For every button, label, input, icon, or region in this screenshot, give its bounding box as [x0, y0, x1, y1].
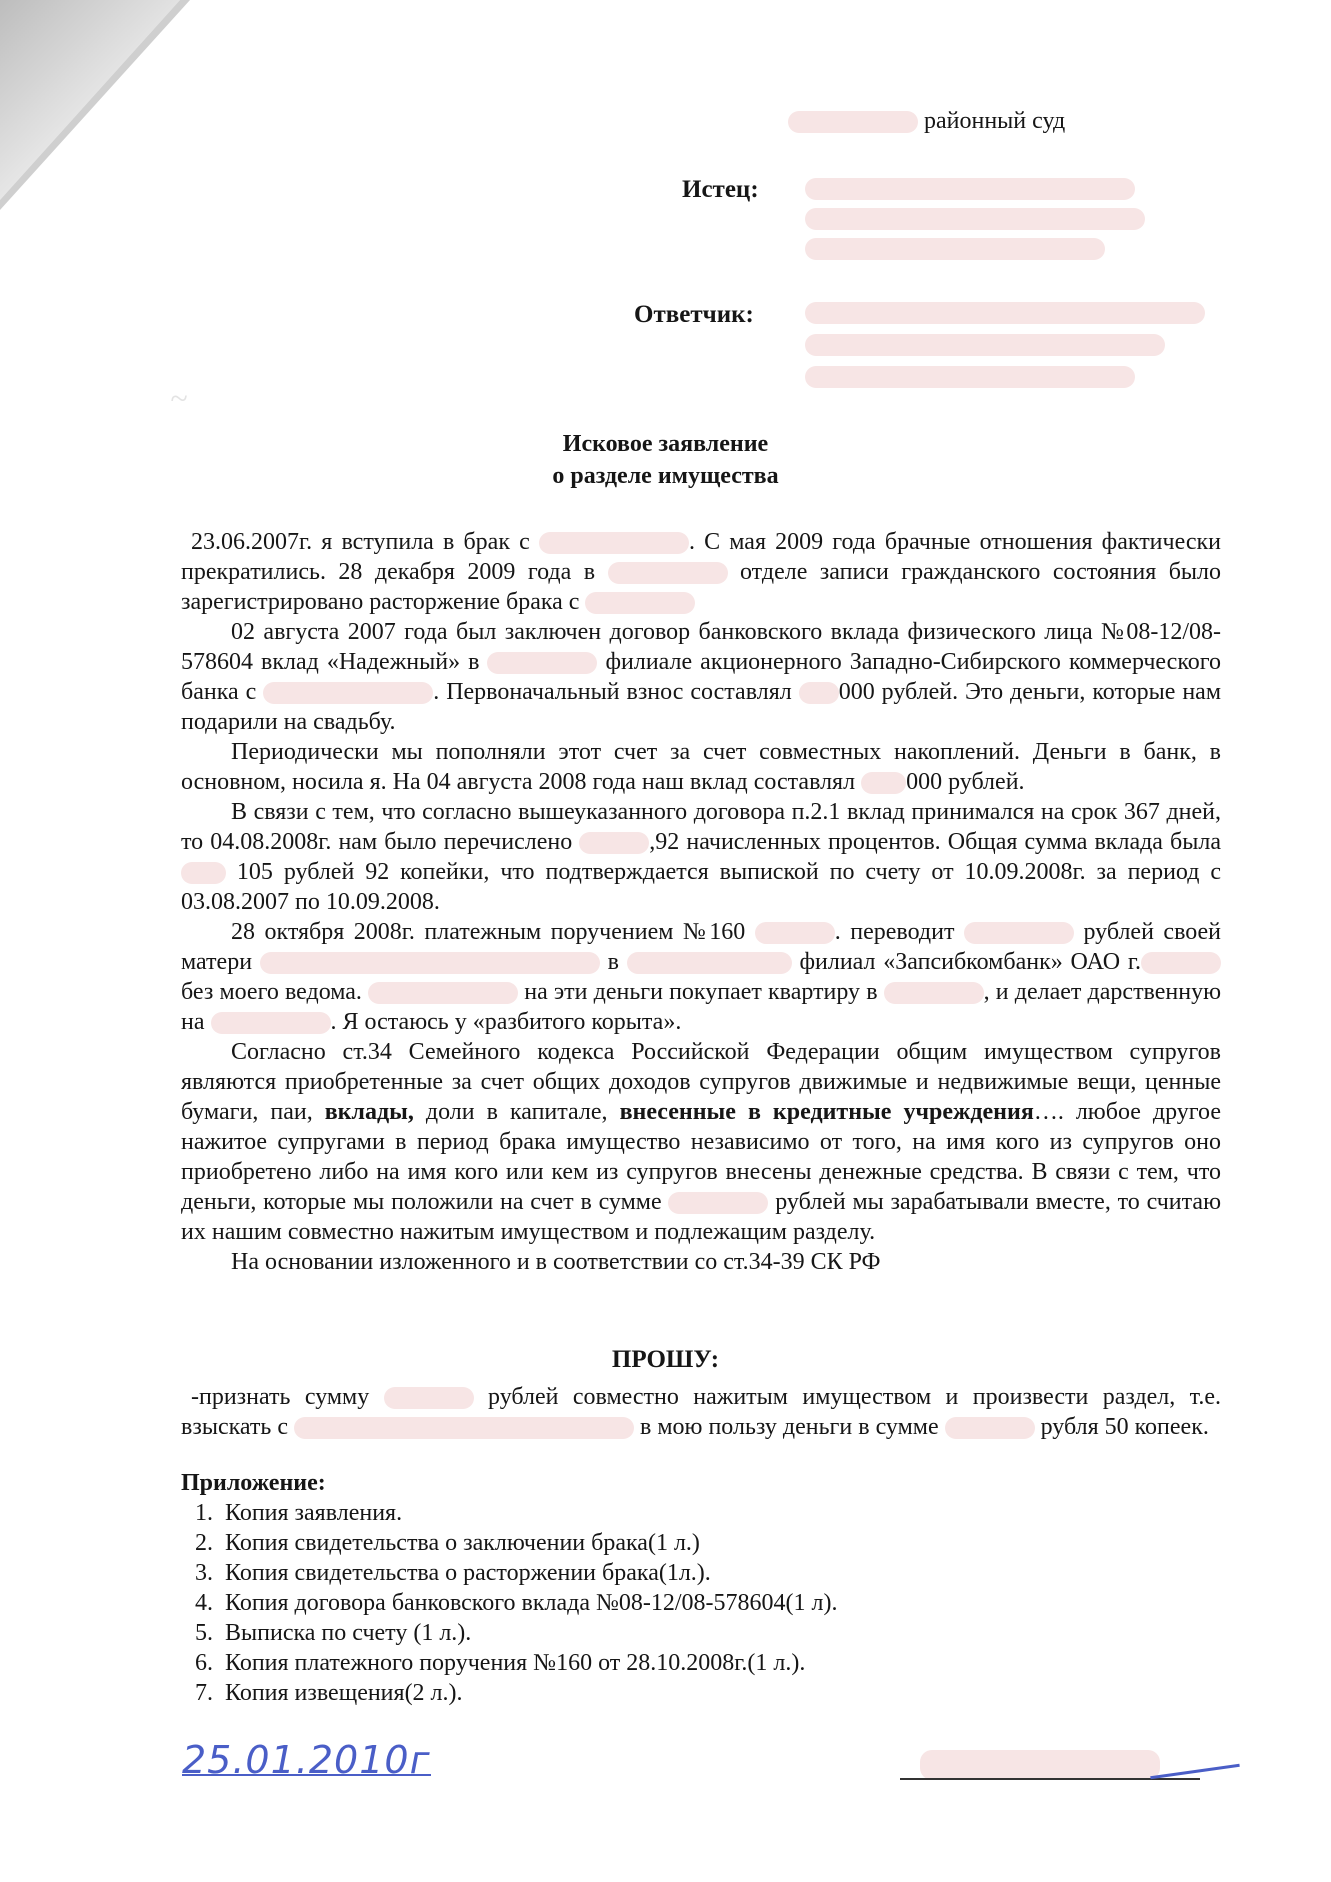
- paragraph-basis: На основании изложенного и в соответствии со ст.34-39 СК РФ: [231, 1249, 881, 1275]
- appendix-item: 1. Копия заявления.: [219, 1498, 838, 1528]
- bleed-through-stamp: ~: [170, 380, 188, 416]
- request-heading: ПРОШУ:: [611, 1346, 720, 1373]
- appendix-item: 6. Копия платежного поручения №160 от 28.10.2008г.(1 л.).: [219, 1648, 838, 1678]
- defendant-redacted-2: [805, 334, 1165, 356]
- appendix-item: 3. Копия свидетельства о расторжении брака(1л.).: [219, 1558, 838, 1588]
- appendix-item: 4. Копия договора банковского вклада №08-12/08-578604(1 л).: [219, 1588, 838, 1618]
- plaintiff-redacted-1: [805, 178, 1135, 200]
- appendix-item: 5. Выписка по счету (1 л.).: [219, 1618, 838, 1648]
- paragraph-marriage: 23.06.2007г. я вступила в брак с . С мая 2009 года брачные отношения фактически прекратились. 28 декабря 2009 года в отделе записи гражданского состояния было зарегистрировано расторжение брака с: [181, 529, 1222, 615]
- paragraph-transfer: 28 октября 2008г. платежным поручением №160 . переводит рублей своей матери в филиал «Запсибкомбанк» ОАО г. без моего ведома. на эти деньги покупает квартиру в , и делает дарственную на . Я остаюсь у «разбитого корыта».: [181, 919, 1222, 1035]
- plaintiff-label: Истец:: [682, 176, 759, 203]
- plaintiff-redacted-3: [805, 238, 1105, 260]
- document-body: [181, 527, 1221, 1277]
- appendix: [181, 1468, 838, 1708]
- defendant-label: Ответчик:: [634, 301, 754, 328]
- plaintiff-redacted-2: [805, 208, 1145, 230]
- handwritten-date: 25.01.2010г: [182, 1738, 431, 1782]
- appendix-item: 2. Копия свидетельства о заключении брака(1 л.): [219, 1528, 838, 1558]
- defendant-redacted-3: [805, 366, 1135, 388]
- appendix-item: 7. Копия извещения(2 л.).: [219, 1678, 838, 1708]
- court-name: районный суд: [788, 108, 1065, 135]
- paragraph-law: Согласно ст.34 Семейного кодекса Российской Федерации общим имуществом супругов являются приобретенные за счет общих доходов супругов движимые и недвижимые вещи, ценные бумаги, паи, вклады, доли в капитале, внесенные в кредитные учреждения…. любое другое нажитое супругами в период брака имущество независимо от того, на имя кого из супругов оно приобретено либо на имя кого или кем из супругов внесены денежные средства. В связи с тем, что деньги, которые мы положили на счет в сумме рублей мы зарабатывали вместе, то считаю их нашим совместно нажитым имуществом и подлежащим разделу.: [181, 1039, 1222, 1245]
- defendant-redacted-1: [805, 302, 1205, 324]
- signature-area: [900, 1742, 1240, 1778]
- appendix-heading: Приложение:: [181, 1470, 326, 1496]
- paragraph-interest: В связи с тем, что согласно вышеуказанного договора п.2.1 вклад принимался на срок 367 дней, то 04.08.2008г. нам было перечислено ,92 начисленных процентов. Общая сумма вклада была 105 рублей 92 копейки, что подтверждается выпиской по счету от 10.09.2008г. за период с 03.08.2007 по 10.09.2008.: [181, 799, 1222, 915]
- paragraph-savings: Периодически мы пополняли этот счет за счет совместных накоплений. Деньги в банк, в основном, носила я. На 04 августа 2008 года наш вклад составлял 000 рублей.: [181, 739, 1221, 795]
- paragraph-deposit: 02 августа 2007 года был заключен договор банковского вклада физического лица №08-12/08-578604 вклад «Надежный» в филиале акционерного Западно-Сибирского коммерческого банка с . Первоначальный взнос составлял 000 рублей. Это деньги, которые нам подарили на свадьбу.: [181, 619, 1222, 735]
- appendix-list: [181, 1498, 838, 1708]
- request-body: -признать сумму рублей совместно нажитым имуществом и произвести раздел, т.е. взыскать с в мою пользу деньги в сумме рубля 50 копеек.: [181, 1384, 1221, 1440]
- redacted-signature: [920, 1750, 1160, 1780]
- document-title: Исковое заявление о разделе имущества: [552, 431, 779, 489]
- redacted-court: [788, 111, 918, 133]
- signature-stroke: [1150, 1764, 1240, 1779]
